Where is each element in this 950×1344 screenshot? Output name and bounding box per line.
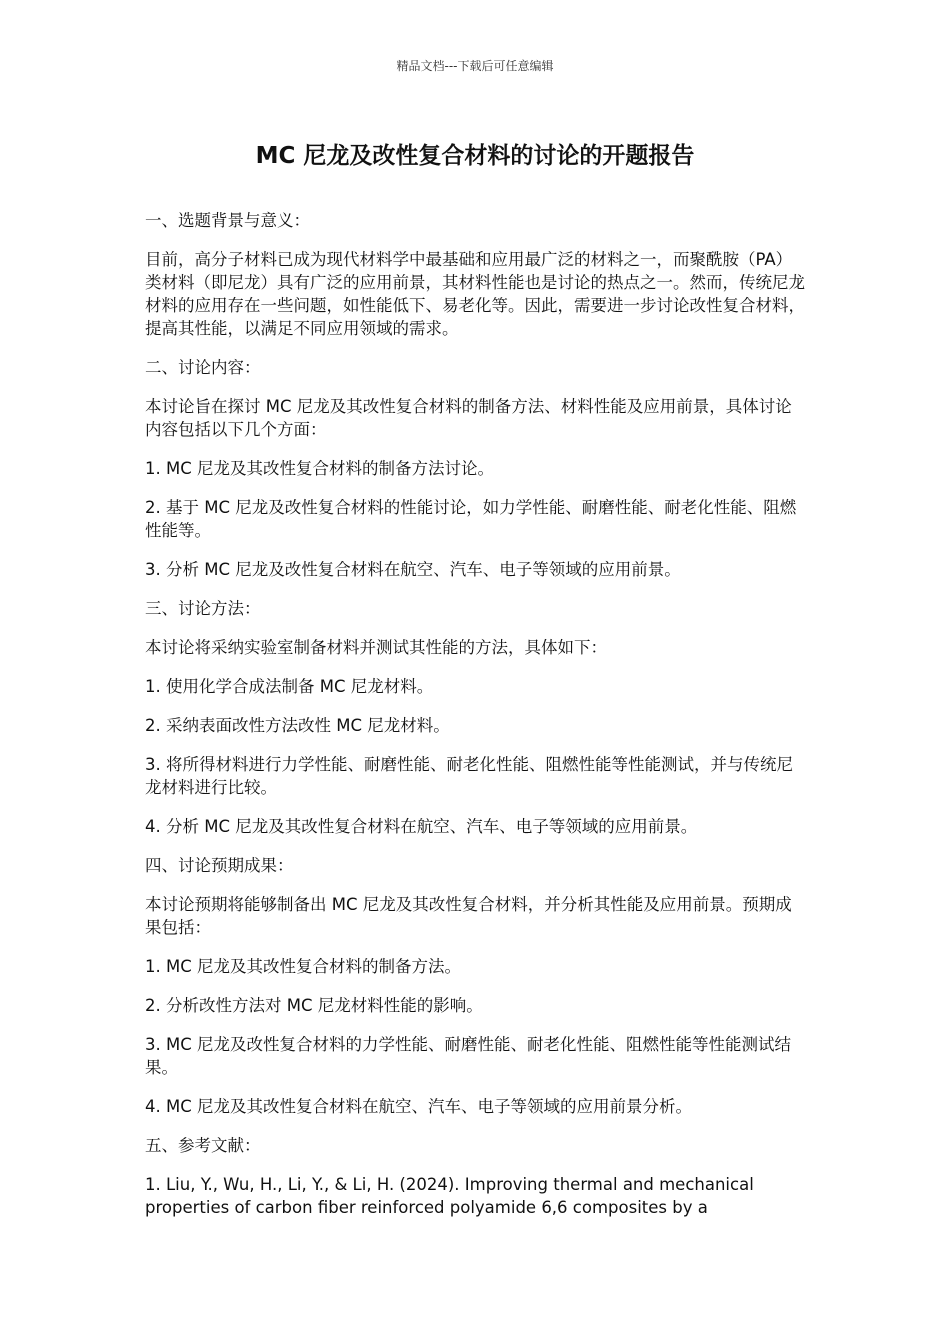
body-paragraph: 目前，高分子材料已成为现代材料学中最基础和应用最广泛的材料之一，而聚酰胺（PA）类材料（即尼龙）具有广泛的应用前景，其材料性能也是讨论的热点之一。然而，传统尼龙材料的应用存在一些问题，如性能低下、易老化等。因此，需要进一步讨论改性复合材料，提高其性能，以满足不同应用领域的需求。 (145, 250, 805, 338)
list-item: 3. MC 尼龙及改性复合材料的力学性能、耐磨性能、耐老化性能、阻燃性能等性能测试结果。 (145, 1035, 791, 1077)
body-paragraph: 本讨论旨在探讨 MC 尼龙及其改性复合材料的制备方法、材料性能及应用前景，具体讨论内容包括以下几个方面： (145, 397, 792, 439)
list-item: 1. MC 尼龙及其改性复合材料的制备方法。 (145, 957, 461, 976)
section-heading: 三、讨论方法： (145, 599, 261, 618)
section-heading: 二、讨论内容： (145, 358, 261, 377)
list-item: 2. 基于 MC 尼龙及改性复合材料的性能讨论，如力学性能、耐磨性能、耐老化性能、阻燃性能等。 (145, 498, 797, 540)
list-item: 3. 将所得材料进行力学性能、耐磨性能、耐老化性能、阻燃性能等性能测试，并与传统尼龙材料进行比较。 (145, 755, 793, 797)
header-note: 精品文档---下载后可任意编辑 (396, 59, 554, 73)
list-item: 4. MC 尼龙及其改性复合材料在航空、汽车、电子等领域的应用前景分析。 (145, 1097, 692, 1116)
list-item: 1. MC 尼龙及其改性复合材料的制备方法讨论。 (145, 459, 494, 478)
list-item: 2. 采纳表面改性方法改性 MC 尼龙材料。 (145, 716, 450, 735)
body-paragraph: 本讨论预期将能够制备出 MC 尼龙及其改性复合材料，并分析其性能及应用前景。预期成果包括： (145, 895, 792, 937)
body-paragraph: 本讨论将采纳实验室制备材料并测试其性能的方法，具体如下： (145, 638, 607, 657)
section-heading: 四、讨论预期成果： (145, 856, 294, 875)
reference-item: 1. Liu, Y., Wu, H., Li, Y., & Li, H. (2024). Improving thermal and mechanical properties of carbon fiber reinforced polyamide 6,6 composites by a (145, 1175, 754, 1217)
document-title: MC 尼龙及改性复合材料的讨论的开题报告 (255, 143, 695, 169)
list-item: 4. 分析 MC 尼龙及其改性复合材料在航空、汽车、电子等领域的应用前景。 (145, 817, 698, 836)
list-item: 3. 分析 MC 尼龙及改性复合材料在航空、汽车、电子等领域的应用前景。 (145, 560, 681, 579)
list-item: 1. 使用化学合成法制备 MC 尼龙材料。 (145, 677, 434, 696)
document-body (145, 209, 805, 1235)
section-heading: 一、选题背景与意义： (145, 211, 310, 230)
list-item: 2. 分析改性方法对 MC 尼龙材料性能的影响。 (145, 996, 483, 1015)
section-heading: 五、参考文献： (145, 1136, 261, 1155)
